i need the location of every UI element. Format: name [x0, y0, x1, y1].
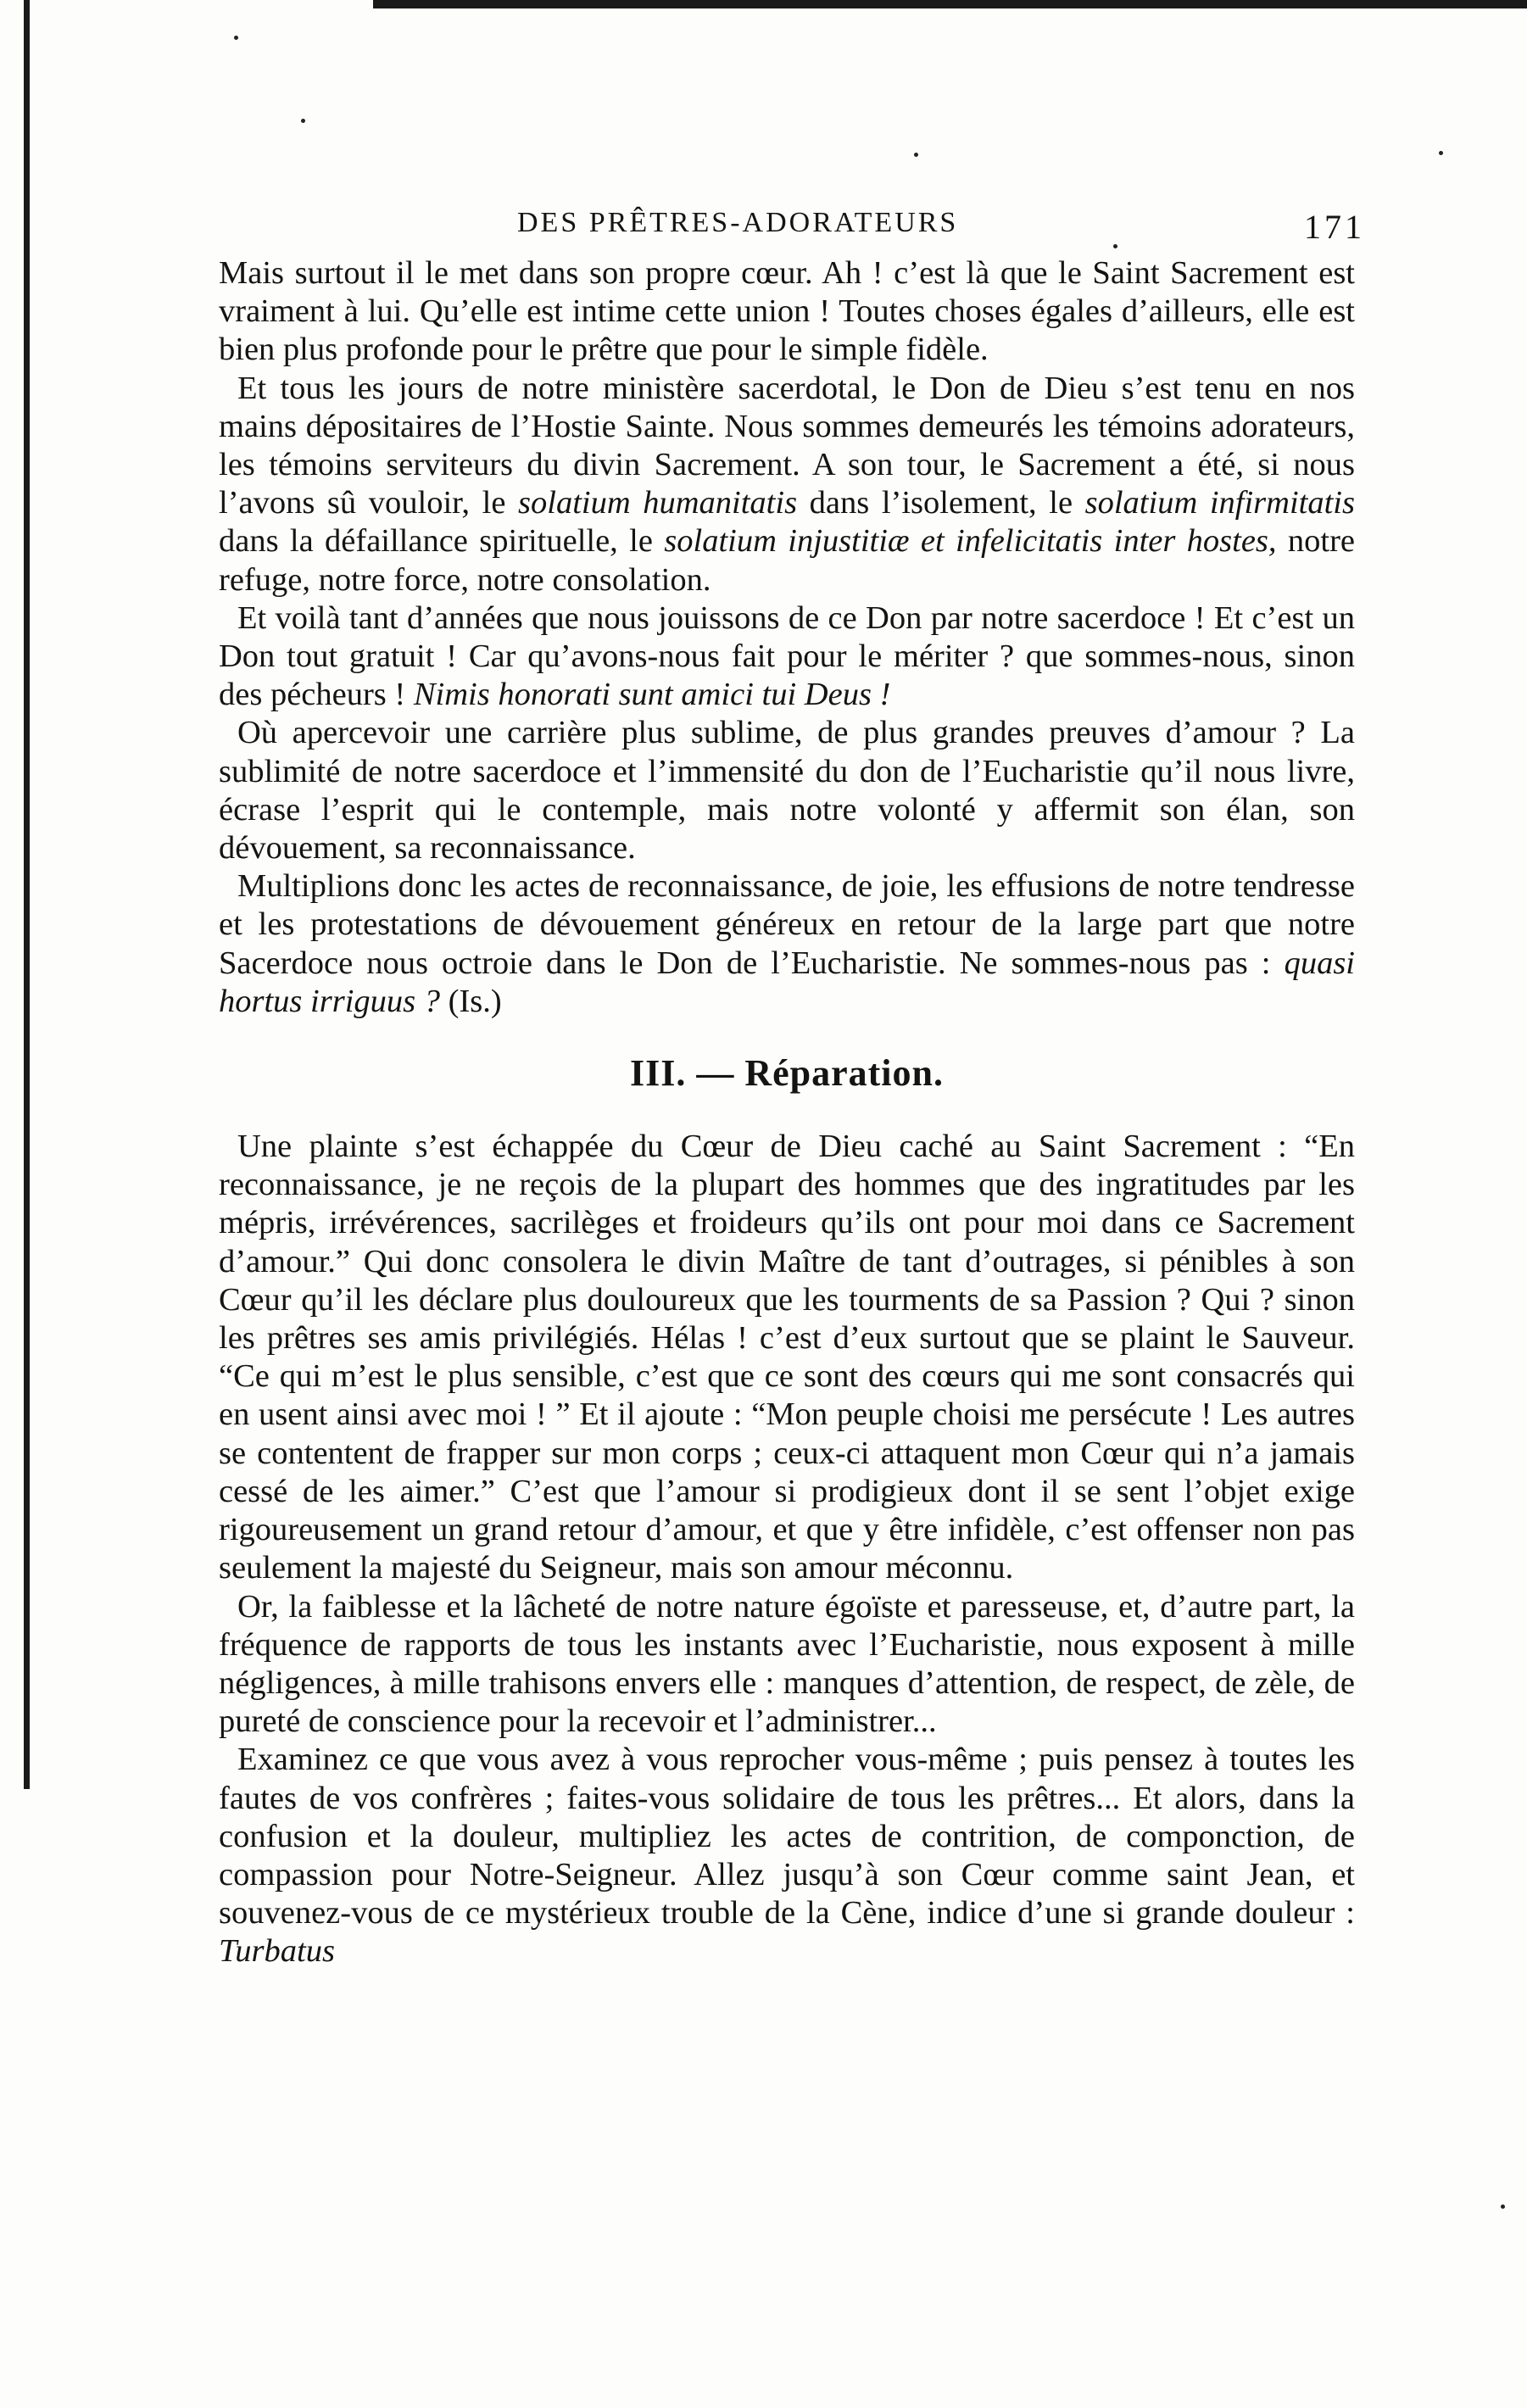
paragraph: [219, 1588, 1355, 1742]
text-run: (Is.): [440, 983, 502, 1019]
latin-quote: Nimis honorati sunt amici tui Deus !: [413, 677, 891, 713]
paragraph: [219, 867, 1355, 1021]
paragraph: [219, 1741, 1355, 1970]
paragraph: [219, 370, 1355, 599]
text-run: Une plainte s’est échappée du Cœur de Dieu caché au Saint Sacrement : “En reconnaissance, je ne reçois de la plupart des hommes que des ingratitudes par les mépris, irrévérences, sacrilèges et froideurs qu’ils ont pour moi dans ce Sacrement d’amour.” Qui donc consolera le divin Maître de tant d’outrages, si pénibles à son Cœur qu’il les déclare plus douloureux que les tourments de sa Passion ? Qui ? sinon les prêtres ses amis privilégiés. Hélas ! c’est d’eux surtout que se plaint le Sauveur. “Ce qui m’est le plus sensible, c’est que ce sont des cœurs qui me sont consacrés qui en usent ainsi avec moi ! ” Et il ajoute : “Mon peuple choisi me persécute ! Les autres se contentent de frapper sur mon corps ; ceux-ci attaquent mon Cœur qui n’a jamais cessé de les aimer.” C’est que l’amour si prodigieux dont il se sent l’objet exige rigoureusement un grand retour d’amour, et que y être infidèle, c’est offenser non pas seulement la majesté du Seigneur, mais son amour méconnu.: [219, 1129, 1355, 1586]
scan-top-edge: [373, 0, 1527, 8]
running-title: DES PRÊTRES-ADORATEURS: [517, 207, 959, 238]
latin-quote: solatium infirmitatis: [1084, 485, 1355, 521]
text-run: notre refuge, notre force, notre consolation.: [219, 523, 1355, 598]
latin-quote: Turbatus: [219, 1933, 335, 1970]
scan-speck: [301, 119, 305, 123]
text-run: Mais surtout il le met dans son propre cœur. Ah ! c’est là que le Saint Sacrement est vraiment à lui. Qu’elle est intime cette union ! Toutes choses égales d’ailleurs, elle est bien plus profonde pour le prêtre que pour le simple fidèle.: [219, 255, 1355, 368]
latin-quote: quasi hortus irriguus ?: [219, 945, 1355, 1019]
text-run: Où apercevoir une carrière plus sublime, de plus grandes preuves d’amour ? La sublimité de notre sacerdoce et l’immensité du don de l’Eucharistie qu’il nous livre, écrase l’esprit qui le contemple, mais notre volonté y affermit son élan, son dévouement, sa reconnaissance.: [219, 715, 1355, 867]
text-run: Examinez ce que vous avez à vous reprocher vous-même ; puis pensez à toutes les fautes de vos confrères ; faites-vous solidaire de tous les prêtres... Et alors, dans la confusion et la douleur, multipliez les actes de contrition, de componction, de compassion pour Notre-Seigneur. Allez jusqu’à son Cœur comme saint Jean, et souvenez-vous de ce mystérieux trouble de la Cène, indice d’une si grande douleur :: [219, 1742, 1355, 1931]
scan-speck: [234, 36, 238, 40]
paragraph: [219, 254, 1355, 370]
paragraph: [219, 714, 1355, 867]
body-text: [219, 254, 1355, 1971]
scan-speck: [914, 153, 918, 157]
paragraph: [219, 599, 1355, 715]
text-run: dans la défaillance spirituelle, le: [219, 523, 665, 560]
section-heading: III. — Réparation.: [629, 1052, 945, 1095]
text-run: Et voilà tant d’années que nous jouissons de ce Don par notre sacerdoce ! Et c’est un Don tout gratuit ! Car qu’avons-nous fait pour le mériter ? que sommes-nous, sinon des pécheurs !: [219, 599, 1355, 713]
text-run: dans l’isolement, le: [797, 485, 1085, 521]
scan-left-edge: [24, 0, 30, 1789]
page-header: [219, 207, 1365, 246]
paragraph: [219, 1128, 1355, 1587]
latin-quote: solatium humanitatis: [518, 485, 798, 521]
latin-quote: solatium injustitiæ et infelicitatis inter hostes,: [664, 523, 1277, 560]
page-number: 171: [1304, 208, 1365, 246]
scan-speck: [1439, 151, 1443, 155]
text-run: Multiplions donc les actes de reconnaissance, de joie, les effusions de notre tendresse et les protestations de dévouement généreux en retour de la large part que notre Sacerdoce nous octroie dans le Don de l’Eucharistie. Ne sommes-nous pas :: [219, 868, 1355, 981]
scan-speck: [1501, 2205, 1505, 2209]
text-run: Et tous les jours de notre ministère sacerdotal, le Don de Dieu s’est tenu en nos mains dépositaires de l’Hostie Sainte. Nous sommes demeurés les témoins adorateurs, les témoins serviteurs du divin Sacrement. A son tour, le Sacrement a été, si nous l’avons sû vouloir, le: [219, 370, 1355, 521]
text-run: Or, la faiblesse et la lâcheté de notre nature égoïste et paresseuse, et, d’autre part, la fréquence de rapports de tous les instants avec l’Eucharistie, nous exposent à mille négligences, à mille trahisons envers elle : manques d’attention, de respect, de zèle, de pureté de conscience pour la recevoir et l’administrer...: [219, 1588, 1355, 1740]
